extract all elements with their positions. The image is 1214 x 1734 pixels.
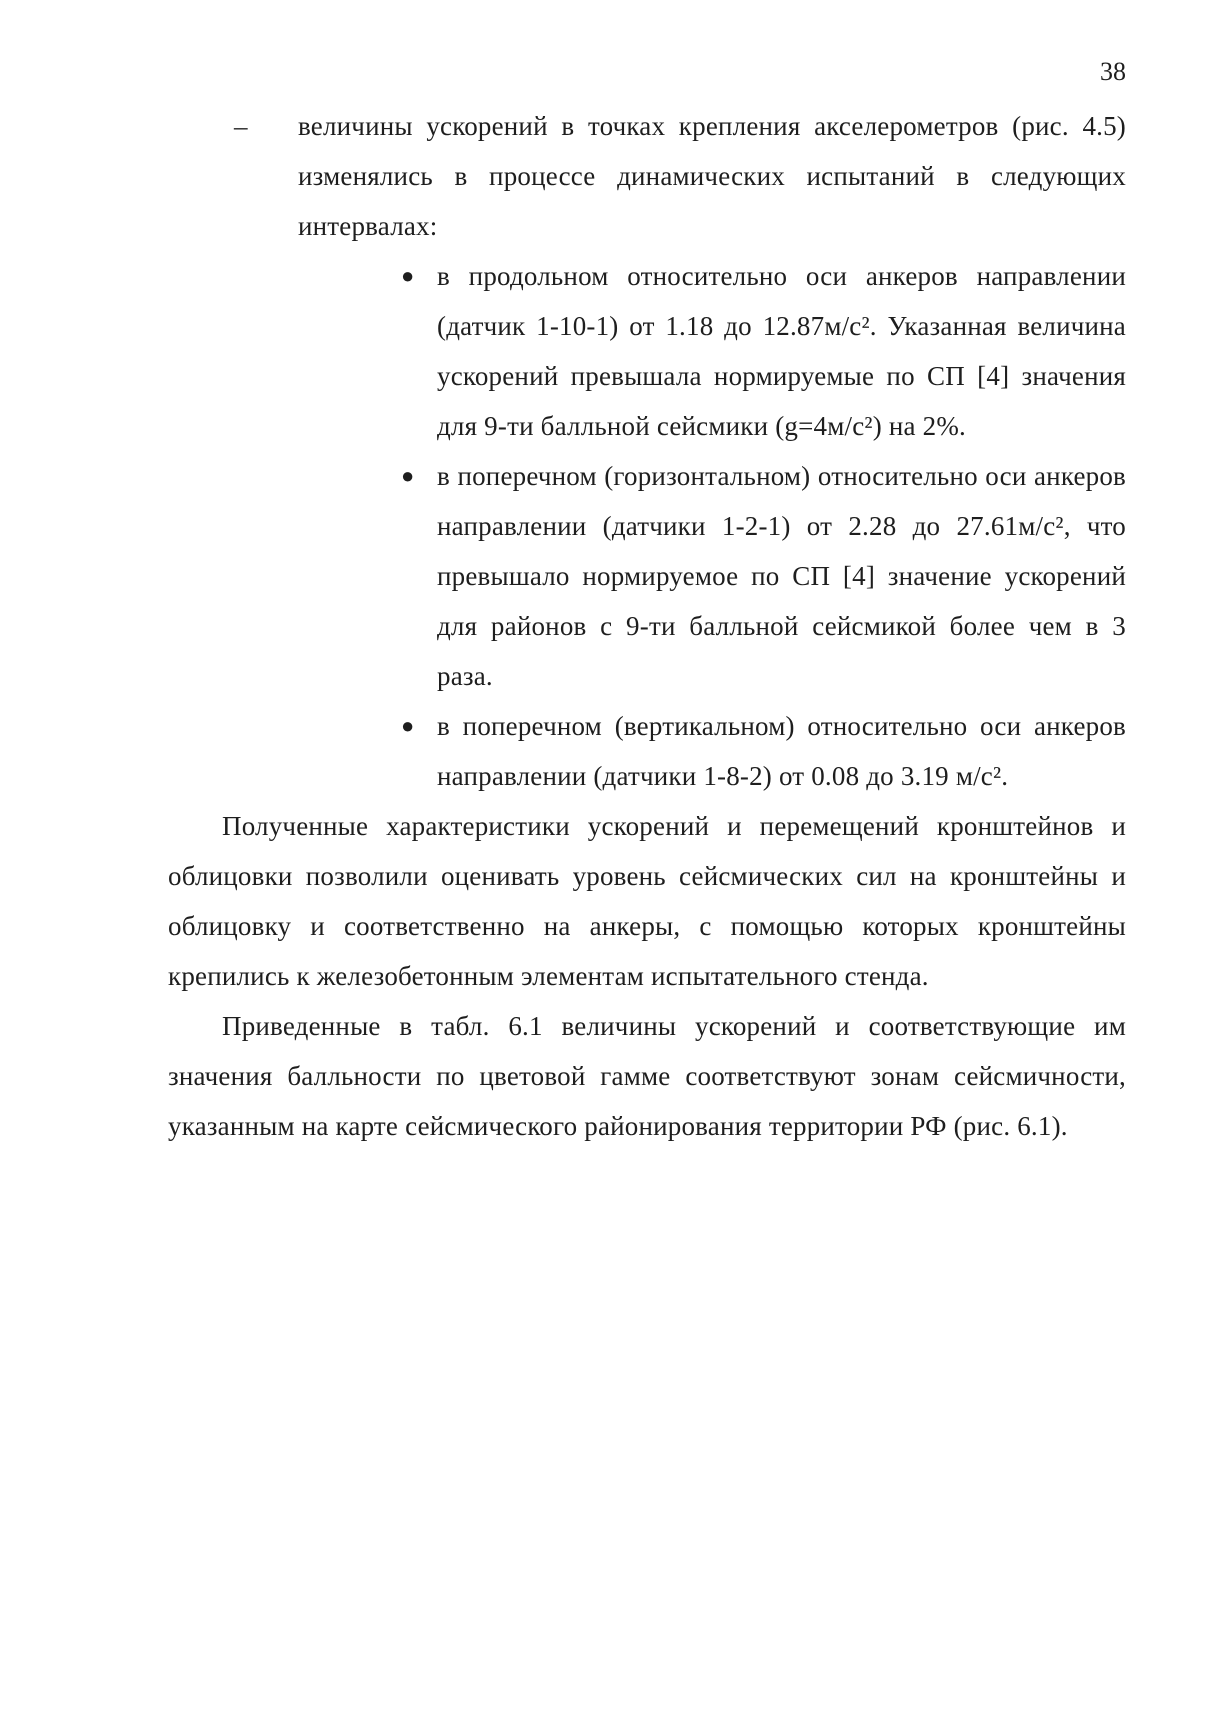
bullet-item xyxy=(168,701,1126,801)
page-number: 38 xyxy=(1100,57,1126,86)
bullet-text: в продольном относительно оси анкеров направлении (датчик 1-10-1) от 1.18 до 12.87м/с². Указанная величина ускорений превышала нормируемые по СП [4] значения для 9-ти балльной сейсмики (g=4м/с²) на 2%. xyxy=(437,261,1126,441)
bullet-list xyxy=(168,251,1126,801)
body-paragraph: Полученные характеристики ускорений и перемещений кронштейнов и облицовки позволили оценивать уровень сейсмических сил на кронштейны и облицовку и соответственно на анкеры, с помощью которых кронштейны крепились к железобетонным элементам испытательного стенда. xyxy=(168,811,1126,991)
bullet-icon: ● xyxy=(401,463,415,488)
bullet-item xyxy=(168,451,1126,701)
bullet-item xyxy=(168,251,1126,451)
body-paragraph: Приведенные в табл. 6.1 величины ускорений и соответствующие им значения балльности по цветовой гамме соответствуют зонам сейсмичности, указанным на карте сейсмического районирования территории РФ (рис. 6.1). xyxy=(168,1011,1126,1141)
bullet-text: в поперечном (горизонтальном) относительно оси анкеров направлении (датчики 1-2-1) от 2.28 до 27.61м/с², что превышало нормируемое по СП [4] значение ускорений для районов с 9-ти балльной сейсмикой более чем в 3 раза. xyxy=(437,461,1126,691)
bullet-icon: ● xyxy=(401,263,415,288)
dash-list-item xyxy=(168,101,1126,251)
bullet-text: в поперечном (вертикальном) относительно оси анкеров направлении (датчики 1-8-2) от 0.08 до 3.19 м/с². xyxy=(437,711,1126,791)
dash-item-text: величины ускорений в точках крепления акселерометров (рис. 4.5) изменялись в процессе динамических испытаний в следующих интервалах: xyxy=(298,111,1126,241)
bullet-icon: ● xyxy=(401,713,415,738)
page-body xyxy=(168,101,1126,1151)
dash-marker: – xyxy=(234,111,248,141)
